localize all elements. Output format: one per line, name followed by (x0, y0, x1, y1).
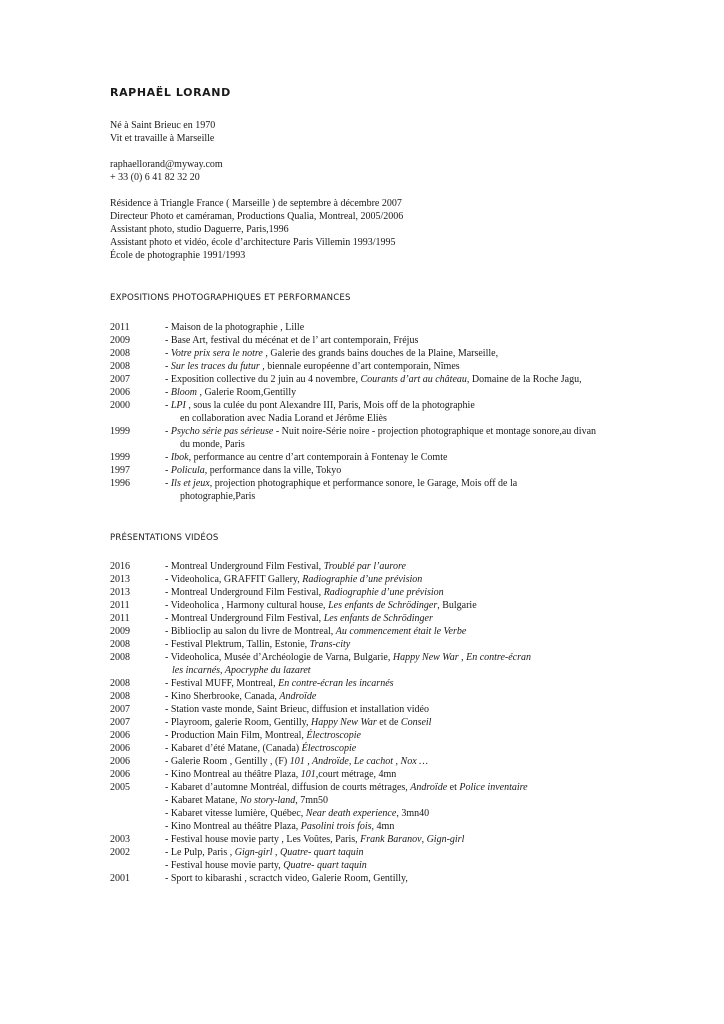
entry-segment: , Galerie Room,Gentilly (196, 387, 297, 398)
entry-year: 2008 (110, 691, 130, 702)
work-title: Électroscopie (301, 743, 357, 754)
entry-line (165, 360, 710, 373)
entry-year: 2008 (110, 678, 130, 689)
work-title: Trans-city (309, 639, 351, 650)
entry-segment: - Sport to kibarashi , scractch video, Galerie Room, Gentilly, (165, 873, 408, 884)
list-item (110, 399, 710, 425)
entry-year: 2001 (110, 873, 130, 884)
work-title: Bloom (170, 387, 197, 398)
entry-year: 1996 (110, 478, 130, 489)
entry-year: 2007 (110, 717, 130, 728)
entry-line (165, 321, 710, 334)
entry-segment: - (165, 361, 171, 372)
entry-line (165, 690, 710, 703)
list-item (110, 677, 710, 690)
work-title: Troublé par l’aurore (323, 561, 406, 572)
entry-segment: - (165, 387, 171, 398)
work-title: Psycho série pas sérieuse (170, 426, 274, 437)
list-item (110, 781, 710, 794)
entry-line (165, 664, 710, 677)
list-item (110, 742, 710, 755)
list-item (110, 820, 710, 833)
entry-line (165, 573, 710, 586)
entry-segment: - Videoholica , Harmony cultural house, (165, 600, 329, 611)
list-item (110, 373, 710, 386)
entry-line (165, 755, 710, 768)
entry-year: 2011 (110, 600, 130, 611)
work-title: Les enfants de Schrödinger (328, 600, 438, 611)
entry-line (165, 347, 710, 360)
entry-segment: , Galerie des grands bains douches de la Plaine, Marseille, (262, 348, 499, 359)
list-item (110, 716, 710, 729)
work-title: Androïde (279, 691, 317, 702)
work-title: Policula (170, 465, 205, 476)
work-title: Courants d’art au château (360, 374, 467, 385)
experience-line: Assistant photo, studio Daguerre, Paris,1996 (110, 224, 289, 235)
entry-segment: , biennale européenne d’art contemporain, Nîmes (259, 361, 460, 372)
entry-line (165, 625, 710, 638)
bio-line: Né à Saint Brieuc en 1970 (110, 120, 216, 131)
entry-year: 2002 (110, 847, 130, 858)
list-item (110, 755, 710, 768)
list-item (110, 560, 710, 573)
entry-text (165, 833, 710, 846)
work-title: Votre prix sera le notre (170, 348, 263, 359)
entry-segment: - Base Art, festival du mécénat et de l’ art contemporain, Fréjus (165, 335, 419, 346)
entry-text (165, 599, 710, 612)
entry-text (165, 560, 710, 573)
list-item (110, 425, 710, 451)
entry-line (165, 794, 710, 807)
entry-text (165, 794, 710, 807)
entry-segment: du monde, Paris (180, 439, 245, 450)
work-title: Radiographie d’une prévision (302, 574, 423, 585)
entry-segment: , Domaine de la Roche Jagu, (466, 374, 582, 385)
list-item (110, 347, 710, 360)
entry-line (165, 742, 710, 755)
entry-year: 2013 (110, 587, 130, 598)
work-title: Quatre- quart taquin (283, 860, 367, 871)
work-title: Sur les traces du futur (170, 361, 260, 372)
entry-text (165, 651, 710, 677)
entry-segment: - Kino Montreal au théâtre Plaza, (165, 821, 301, 832)
work-title: 101 , Androïde, Le cachot , Nox … (289, 756, 429, 767)
entry-segment: - Montreal Underground Film Festival, (165, 561, 324, 572)
entry-segment: - Station vaste monde, Saint Brieuc, diffusion et installation vidéo (165, 704, 429, 715)
entry-segment: en collaboration avec Nadia Lorand et Jérôme Eliès (180, 413, 387, 424)
work-title: En contre-écran (466, 652, 531, 663)
work-title: Near death experience (305, 808, 397, 819)
section-title-expositions: EXPOSITIONS PHOTOGRAPHIQUES ET PERFORMANCES (110, 293, 351, 303)
entry-segment: , 7mn50 (295, 795, 329, 806)
work-title: 101 (300, 769, 316, 780)
entry-segment: - (165, 426, 171, 437)
entry-year: 2006 (110, 387, 130, 398)
bio-block (110, 119, 710, 145)
entry-year: 2006 (110, 730, 130, 741)
entry-segment: ,court métrage, 4mn (315, 769, 397, 780)
entry-segment: , performance dans la ville, Tokyo (204, 465, 342, 476)
entry-line (165, 833, 710, 846)
entry-line (165, 859, 710, 872)
entry-text (165, 321, 710, 334)
entry-segment: - Biblioclip au salon du livre de Montreal, (165, 626, 336, 637)
list-item (110, 464, 710, 477)
entry-text (165, 373, 710, 386)
entry-year: 2008 (110, 639, 130, 650)
entry-segment: - Kino Montreal au théâtre Plaza, (165, 769, 301, 780)
entry-line (165, 412, 710, 425)
entry-text (165, 677, 710, 690)
entry-segment: , (458, 652, 467, 663)
work-title: Électroscopie (306, 730, 361, 741)
entry-line (165, 651, 710, 664)
work-title: Quatre- quart taquin (280, 847, 364, 858)
work-title: Gign-girl (426, 834, 465, 845)
work-title: Au commencement était le Verbe (335, 626, 467, 637)
bio-line: Vit et travaille à Marseille (110, 133, 215, 144)
entry-text (165, 742, 710, 755)
entry-segment: , sous la culée du pont Alexandre III, Paris, Mois off de la photographie (185, 400, 475, 411)
list-item (110, 846, 710, 859)
entry-segment: - Exposition collective du 2 juin au 4 novembre, (165, 374, 361, 385)
work-title: Androïde (410, 782, 448, 793)
work-title: les incarnés, Apocryphe du lazaret (172, 665, 311, 676)
entry-year: 2006 (110, 769, 130, 780)
entry-year: 2006 (110, 743, 130, 754)
work-title: Police inventaire (459, 782, 528, 793)
entry-segment: - Le Pulp, Paris , (165, 847, 235, 858)
work-title: Happy New War (311, 717, 377, 728)
list-item (110, 690, 710, 703)
list-item (110, 625, 710, 638)
entry-text (165, 807, 710, 820)
entry-segment: - Kabaret Matane, (165, 795, 240, 806)
entry-year: 1997 (110, 465, 130, 476)
list-item (110, 768, 710, 781)
entry-segment: , 4mn (371, 821, 395, 832)
entry-segment: - Galerie Room , Gentilly , (F) (165, 756, 290, 767)
entry-line (165, 612, 710, 625)
work-title: No story-land (239, 795, 296, 806)
email-text: raphaellorand@myway.com (110, 159, 223, 170)
entry-line (165, 425, 710, 438)
entry-text (165, 820, 710, 833)
list-item (110, 599, 710, 612)
entry-year: 2005 (110, 782, 130, 793)
videos-list (110, 560, 710, 885)
entry-year: 2008 (110, 361, 130, 372)
entry-text (165, 690, 710, 703)
expositions-list (110, 321, 710, 503)
entry-text (165, 703, 710, 716)
entry-line (165, 490, 710, 503)
entry-segment: et de (376, 717, 401, 728)
entry-text (165, 872, 710, 885)
entry-segment: , Bulgarie (437, 600, 477, 611)
entry-segment: , performance au centre d’art contemporain à Fontenay le Comte (188, 452, 448, 463)
entry-text (165, 573, 710, 586)
list-item (110, 638, 710, 651)
entry-year: 2000 (110, 400, 130, 411)
entry-line (165, 399, 710, 412)
entry-line (165, 638, 710, 651)
entry-year: 2006 (110, 756, 130, 767)
entry-segment: - Kabaret vitesse lumière, Québec, (165, 808, 306, 819)
work-title: LPI (170, 400, 186, 411)
entry-segment: , (272, 847, 280, 858)
entry-text (165, 625, 710, 638)
work-title: En contre-écran les incarnés (278, 678, 394, 689)
entry-text (165, 859, 710, 872)
entry-line (165, 373, 710, 386)
entry-segment: - Montreal Underground Film Festival, (165, 613, 324, 624)
entry-text (165, 451, 710, 464)
list-item (110, 451, 710, 464)
entry-line (165, 768, 710, 781)
list-item (110, 334, 710, 347)
entry-segment: - Montreal Underground Film Festival, (165, 587, 324, 598)
entry-segment: et (447, 782, 460, 793)
list-item (110, 612, 710, 625)
entry-text (165, 477, 710, 503)
entry-text (165, 768, 710, 781)
list-item (110, 872, 710, 885)
work-title: Ils et jeux (170, 478, 210, 489)
entry-text (165, 360, 710, 373)
entry-text (165, 846, 710, 859)
list-item (110, 807, 710, 820)
entry-segment: - Kino Sherbrooke, Canada, (165, 691, 280, 702)
entry-year: 2016 (110, 561, 130, 572)
entry-segment: , (421, 834, 427, 845)
entry-segment: - Festival house movie party , Les Voûtes, Paris, (165, 834, 361, 845)
entry-line (165, 846, 710, 859)
entry-text (165, 638, 710, 651)
entry-segment: - (165, 452, 171, 463)
entry-segment: - (165, 465, 171, 476)
entry-text (165, 334, 710, 347)
entry-text (165, 464, 710, 477)
entry-year: 2011 (110, 613, 130, 624)
work-title: Ibok (170, 452, 189, 463)
entry-line (165, 386, 710, 399)
cv-name: RAPHAËL LORAND (110, 86, 231, 99)
entry-line (165, 451, 710, 464)
entry-segment: - Festival Plektrum, Tallin, Estonie, (165, 639, 310, 650)
entry-text (165, 781, 710, 794)
work-title: Conseil (400, 717, 432, 728)
entry-year: 2007 (110, 704, 130, 715)
list-item (110, 651, 710, 677)
entry-line (165, 599, 710, 612)
entry-line (165, 586, 710, 599)
entry-year: 2009 (110, 626, 130, 637)
entry-year: 2013 (110, 574, 130, 585)
entry-segment: - Maison de la photographie , Lille (165, 322, 305, 333)
work-title: Gign-girl (234, 847, 273, 858)
list-item (110, 729, 710, 742)
entry-segment: - Playroom, galerie Room, Gentilly, (165, 717, 311, 728)
cv-page (110, 86, 710, 885)
entry-segment: - Festival MUFF, Montreal, (165, 678, 279, 689)
experience-block (110, 197, 710, 262)
entry-year: 2008 (110, 348, 130, 359)
entry-year: 1999 (110, 426, 130, 437)
entry-segment: - (165, 348, 171, 359)
entry-segment: - Production Main Film, Montreal, (165, 730, 307, 741)
entry-segment: - Videoholica, GRAFFIT Gallery, (165, 574, 303, 585)
entry-segment: , 3mn40 (396, 808, 430, 819)
entry-line (165, 334, 710, 347)
entry-segment: - Videoholica, Musée d’Archéologie de Varna, Bulgarie, (165, 652, 393, 663)
entry-year: 2009 (110, 335, 130, 346)
entry-text (165, 586, 710, 599)
entry-line (165, 677, 710, 690)
entry-text (165, 612, 710, 625)
work-title: Les enfants de Schrödinger (323, 613, 433, 624)
entry-segment: - Kabaret d’été Matane, (Canada) (165, 743, 302, 754)
entry-segment: - (165, 478, 171, 489)
entry-year: 2011 (110, 322, 130, 333)
work-title: Pasolini trois fois (300, 821, 372, 832)
entry-segment: - (165, 400, 171, 411)
list-item (110, 833, 710, 846)
entry-year: 2008 (110, 652, 130, 663)
work-title: Happy New War (392, 652, 459, 663)
entry-line (165, 438, 710, 451)
entry-year: 2003 (110, 834, 130, 845)
work-title: Frank Baranov (360, 834, 422, 845)
entry-segment: - Nuit noire-Série noire - projection photographique et montage sonore,au divan (273, 426, 597, 437)
entry-line (165, 729, 710, 742)
entry-text (165, 386, 710, 399)
entry-text (165, 755, 710, 768)
work-title: Radiographie d’une prévision (323, 587, 444, 598)
entry-line (165, 716, 710, 729)
section-title-videos: PRÉSENTATIONS VIDÉOS (110, 533, 219, 543)
entry-text (165, 399, 710, 425)
entry-segment: - Kabaret d’automne Montréal, diffusion de courts métrages, (165, 782, 411, 793)
list-item (110, 573, 710, 586)
entry-segment: - Festival house movie party, (165, 860, 284, 871)
entry-text (165, 347, 710, 360)
experience-line: École de photographie 1991/1993 (110, 250, 246, 261)
contact-block (110, 158, 710, 184)
list-item (110, 859, 710, 872)
entry-text (165, 425, 710, 451)
experience-line: Assistant photo et vidéo, école d’architecture Paris Villemin 1993/1995 (110, 237, 396, 248)
experience-line: Résidence à Triangle France ( Marseille ) de septembre à décembre 2007 (110, 198, 402, 209)
entry-line (165, 477, 710, 490)
entry-line (165, 464, 710, 477)
entry-line (165, 781, 710, 794)
entry-segment: , projection photographique et performance sonore, le Garage, Mois off de la (209, 478, 518, 489)
list-item (110, 703, 710, 716)
entry-line (165, 807, 710, 820)
list-item (110, 321, 710, 334)
list-item (110, 360, 710, 373)
entry-text (165, 716, 710, 729)
list-item (110, 386, 710, 399)
list-item (110, 794, 710, 807)
entry-year: 1999 (110, 452, 130, 463)
list-item (110, 477, 710, 503)
list-item (110, 586, 710, 599)
entry-line (165, 820, 710, 833)
entry-line (165, 560, 710, 573)
experience-line: Directeur Photo et caméraman, Productions Qualia, Montreal, 2005/2006 (110, 211, 404, 222)
entry-line (165, 872, 710, 885)
entry-segment: photographie,Paris (180, 491, 256, 502)
entry-text (165, 729, 710, 742)
entry-year: 2007 (110, 374, 130, 385)
phone-text: + 33 (0) 6 41 82 32 20 (110, 172, 200, 183)
entry-line (165, 703, 710, 716)
